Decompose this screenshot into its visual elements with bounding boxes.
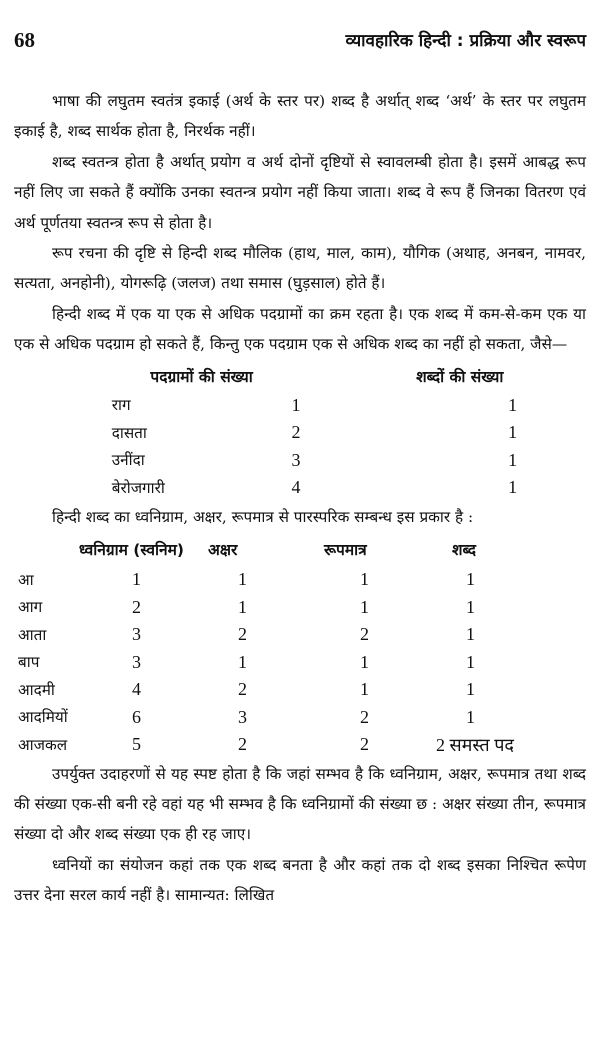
table-row [14,704,574,732]
word-count: 1 [508,449,518,470]
table-row [14,621,574,649]
table-row [14,649,574,677]
word-count: 1 [466,624,475,645]
column-header: अक्षर [208,541,238,560]
word-count: 1 [466,569,475,590]
word-count: 1 [508,394,518,415]
word-count: 1 [466,596,475,617]
word-count: 1 [466,651,475,672]
table-header-row [14,532,574,566]
table-row [14,594,574,622]
morpheme-count: 3 [291,449,301,470]
column-header: ध्वनिग्राम (स्वनिम) [78,541,184,560]
phoneme-count: 3 [132,651,141,672]
word-cell: आजकल [18,735,68,754]
morph-count: 2 [360,624,369,645]
column-header: शब्दों की संख्या [416,367,504,386]
paragraph-1: भाषा की लघुतम स्वतंत्र इकाई (अर्थ के स्तर पर) शब्द है अर्थात् शब्द ‘अर्थ’ के स्तर पर लघुतम इकाई है, शब्द सार्थक होता है, निरर्थक नहीं। [14,92,586,141]
paragraph-2: शब्द स्वतन्त्र होता है अर्थात् प्रयोग व अर्थ दोनों दृष्टियों से स्वावलम्बी होता है। इसमें आबद्ध रूप नहीं लिए जा सकते हैं क्योंकि उनका स्वतन्त्र प्रयोग नहीं किया जाता। शब्द वे रूप हैं जिनका वितरण एवं अर्थ पूर्णतया स्वतन्त्र रूप से होता है। [14,152,586,232]
morpheme-count: 4 [291,477,301,498]
word-cell: बेरोजगारी [111,478,165,497]
syllable-count: 1 [238,596,247,617]
phoneme-count: 6 [132,706,141,727]
word-cell: उनींदा [111,451,145,470]
word-cell: राग [111,396,131,415]
paragraph-6: उपर्युक्त उदाहरणों से यह स्पष्ट होता है कि जहां सम्भव है कि ध्वनिग्राम, अक्षर, रूपमात्र तथा शब्द की संख्या एक-सी बनी रहे वहां यह भी सम्भव है कि ध्वनिग्रामों की संख्या छ : अक्षर संख्या तीन, रूपमात्र संख्या दो और शब्द संख्या एक ही रह जाए। [14,764,586,844]
column-header: रूपमात्र [324,541,367,560]
word-cell: आग [18,598,43,617]
table-row [14,447,586,475]
paragraph-5: हिन्दी शब्द का ध्वनिग्राम, अक्षर, रूपमात्र से पारस्परिक सम्बन्ध इस प्रकार है : [52,507,474,526]
morpheme-count: 2 [291,422,301,443]
table-row [14,731,574,759]
phoneme-count: 4 [132,679,141,700]
morph-count: 1 [360,569,369,590]
syllable-count: 1 [238,569,247,590]
syllable-count: 2 [238,734,247,755]
table-morpheme-word [14,360,586,502]
morph-count: 1 [360,679,369,700]
word-count: 1 [466,679,475,700]
paragraph-3: रूप रचना की दृष्टि से हिन्दी शब्द मौलिक (हाथ, माल, काम), यौगिक (अथाह, अनबन, नामवर, सत्यता, अनहोनी), योगरूढ़ि (जलज) तथा समास (घुड़साल) होते हैं। [14,244,586,293]
phoneme-count: 1 [132,569,141,590]
table-row [14,474,586,502]
table-phoneme-relations [14,532,574,759]
column-header: शब्द [452,541,476,560]
table-header-row [14,360,586,392]
page-body [14,86,586,911]
paragraph-4: हिन्दी शब्द में एक या एक से अधिक पदग्रामों का क्रम रहता है। एक शब्द में कम-से-कम एक या एक से अधिक पदग्राम हो सकते हैं, किन्तु एक पदग्राम एक से अधिक शब्द का नहीं हो सकता, जैसे— [14,304,586,354]
table-row [14,392,586,420]
word-cell: आ [18,570,34,589]
word-count: 1 [508,422,518,443]
running-head: व्यावहारिक हिन्दी : प्रक्रिया और स्वरूप [345,31,586,51]
word-cell: दासता [111,423,147,442]
word-cell: बाप [18,653,40,672]
morph-count: 2 [360,734,369,755]
page-header [14,28,586,58]
morph-count: 2 [360,706,369,727]
phoneme-count: 3 [132,624,141,645]
phoneme-count: 2 [132,596,141,617]
syllable-count: 1 [238,651,247,672]
word-count: 1 [508,477,518,498]
syllable-count: 2 [238,679,247,700]
morph-count: 1 [360,596,369,617]
word-cell: आता [18,625,47,644]
syllable-count: 3 [238,706,247,727]
syllable-count: 2 [238,624,247,645]
word-cell: आदमी [18,680,55,699]
paragraph-7: ध्वनियों का संयोजन कहां तक एक शब्द बनता है और कहां तक दो शब्द इसका निश्चित रूपेण उत्तर देना सरल कार्य नहीं है। सामान्यत: लिखित [14,855,586,905]
morpheme-count: 1 [291,394,301,415]
table-row [14,566,574,594]
word-count: 1 [466,706,475,727]
table-row [14,419,586,447]
table-row [14,676,574,704]
word-count: 2 समस्त पद [436,734,514,755]
word-cell: आदमियों [18,708,68,727]
column-header: पदग्रामों की संख्या [150,367,253,386]
morph-count: 1 [360,651,369,672]
phoneme-count: 5 [132,734,141,755]
page-number: 68 [14,28,35,52]
